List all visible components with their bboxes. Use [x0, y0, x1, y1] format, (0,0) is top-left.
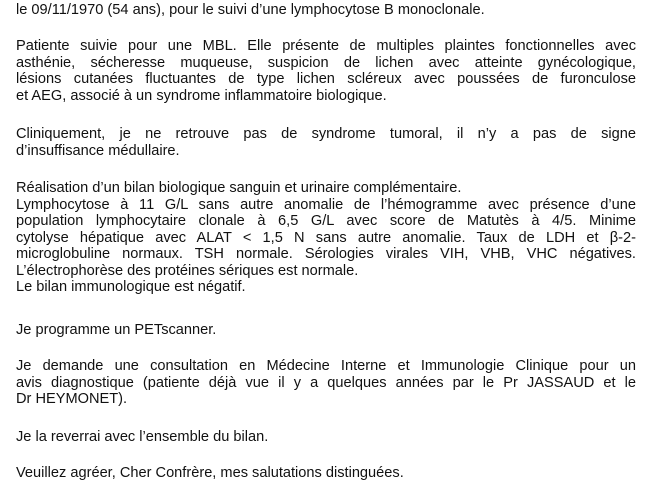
intro-line: le 09/11/1970 (54 ans), pour le suivi d’une lymphocytose B monoclonale.: [16, 2, 485, 18]
text-line: Lymphocytose à 11 G/L sans autre anomalie de l’hémogramme avec présence d’une: [16, 196, 636, 213]
closing-line: Veuillez agréer, Cher Confrère, mes salutations distinguées.: [16, 465, 404, 481]
text-line: Réalisation d’un bilan biologique sanguin et urinaire complémentaire.: [16, 180, 462, 196]
text-line: Le bilan immunologique est négatif.: [16, 279, 246, 295]
text-line: asthénie, sécheresse muqueuse, suspicion de lichen avec atteinte gynécologique,: [16, 54, 636, 71]
text-line: L’électrophorèse des protéines sériques est normale.: [16, 262, 359, 279]
text-line: cytolyse hépatique avec ALAT < 1,5 N sans autre anomalie. Taux de LDH et β-2-: [16, 229, 636, 246]
text-line: et AEG, associé à un syndrome inflammatoire biologique.: [16, 87, 387, 104]
consultation-paragraph: [16, 358, 636, 408]
text-line: Je programme un PETscanner.: [16, 322, 217, 338]
text-line: avis diagnostique (patiente déjà vue il y a quelques années par le Pr JASSAUD et le: [16, 374, 636, 391]
text-line: microglobuline normaux. TSH normale. Sérologies virales VIH, VHB, VHC négatives.: [16, 246, 636, 262]
lab-results-paragraph: [16, 180, 636, 296]
text-line: Dr HEYMONET).: [16, 391, 128, 407]
text-line: Cliniquement, je ne retrouve pas de syndrome tumoral, il n’y a pas de signe: [16, 126, 636, 142]
mbl-paragraph: [16, 38, 636, 104]
text-line: Je demande une consultation en Médecine Interne et Immunologie Clinique pour un: [16, 358, 636, 374]
text-line: Je la reverrai avec l’ensemble du bilan.: [16, 429, 269, 445]
pet-paragraph: [16, 322, 636, 339]
text-line: lésions cutanées fluctuantes de type lichen scléreux avec poussées de furonculose: [16, 71, 636, 87]
follow-up-paragraph: [16, 429, 636, 446]
text-line: population lymphocytaire clonale à 6,5 G/L avec score de Matutès à 4/5. Minime: [16, 213, 636, 229]
text-line: Patiente suivie pour une MBL. Elle présente de multiples plaintes fonctionnelles avec: [16, 38, 636, 54]
closing-paragraph: [16, 465, 636, 482]
clinical-paragraph: [16, 126, 636, 159]
text-line: d’insuffisance médullaire.: [16, 142, 180, 159]
intro-paragraph: [16, 2, 636, 19]
